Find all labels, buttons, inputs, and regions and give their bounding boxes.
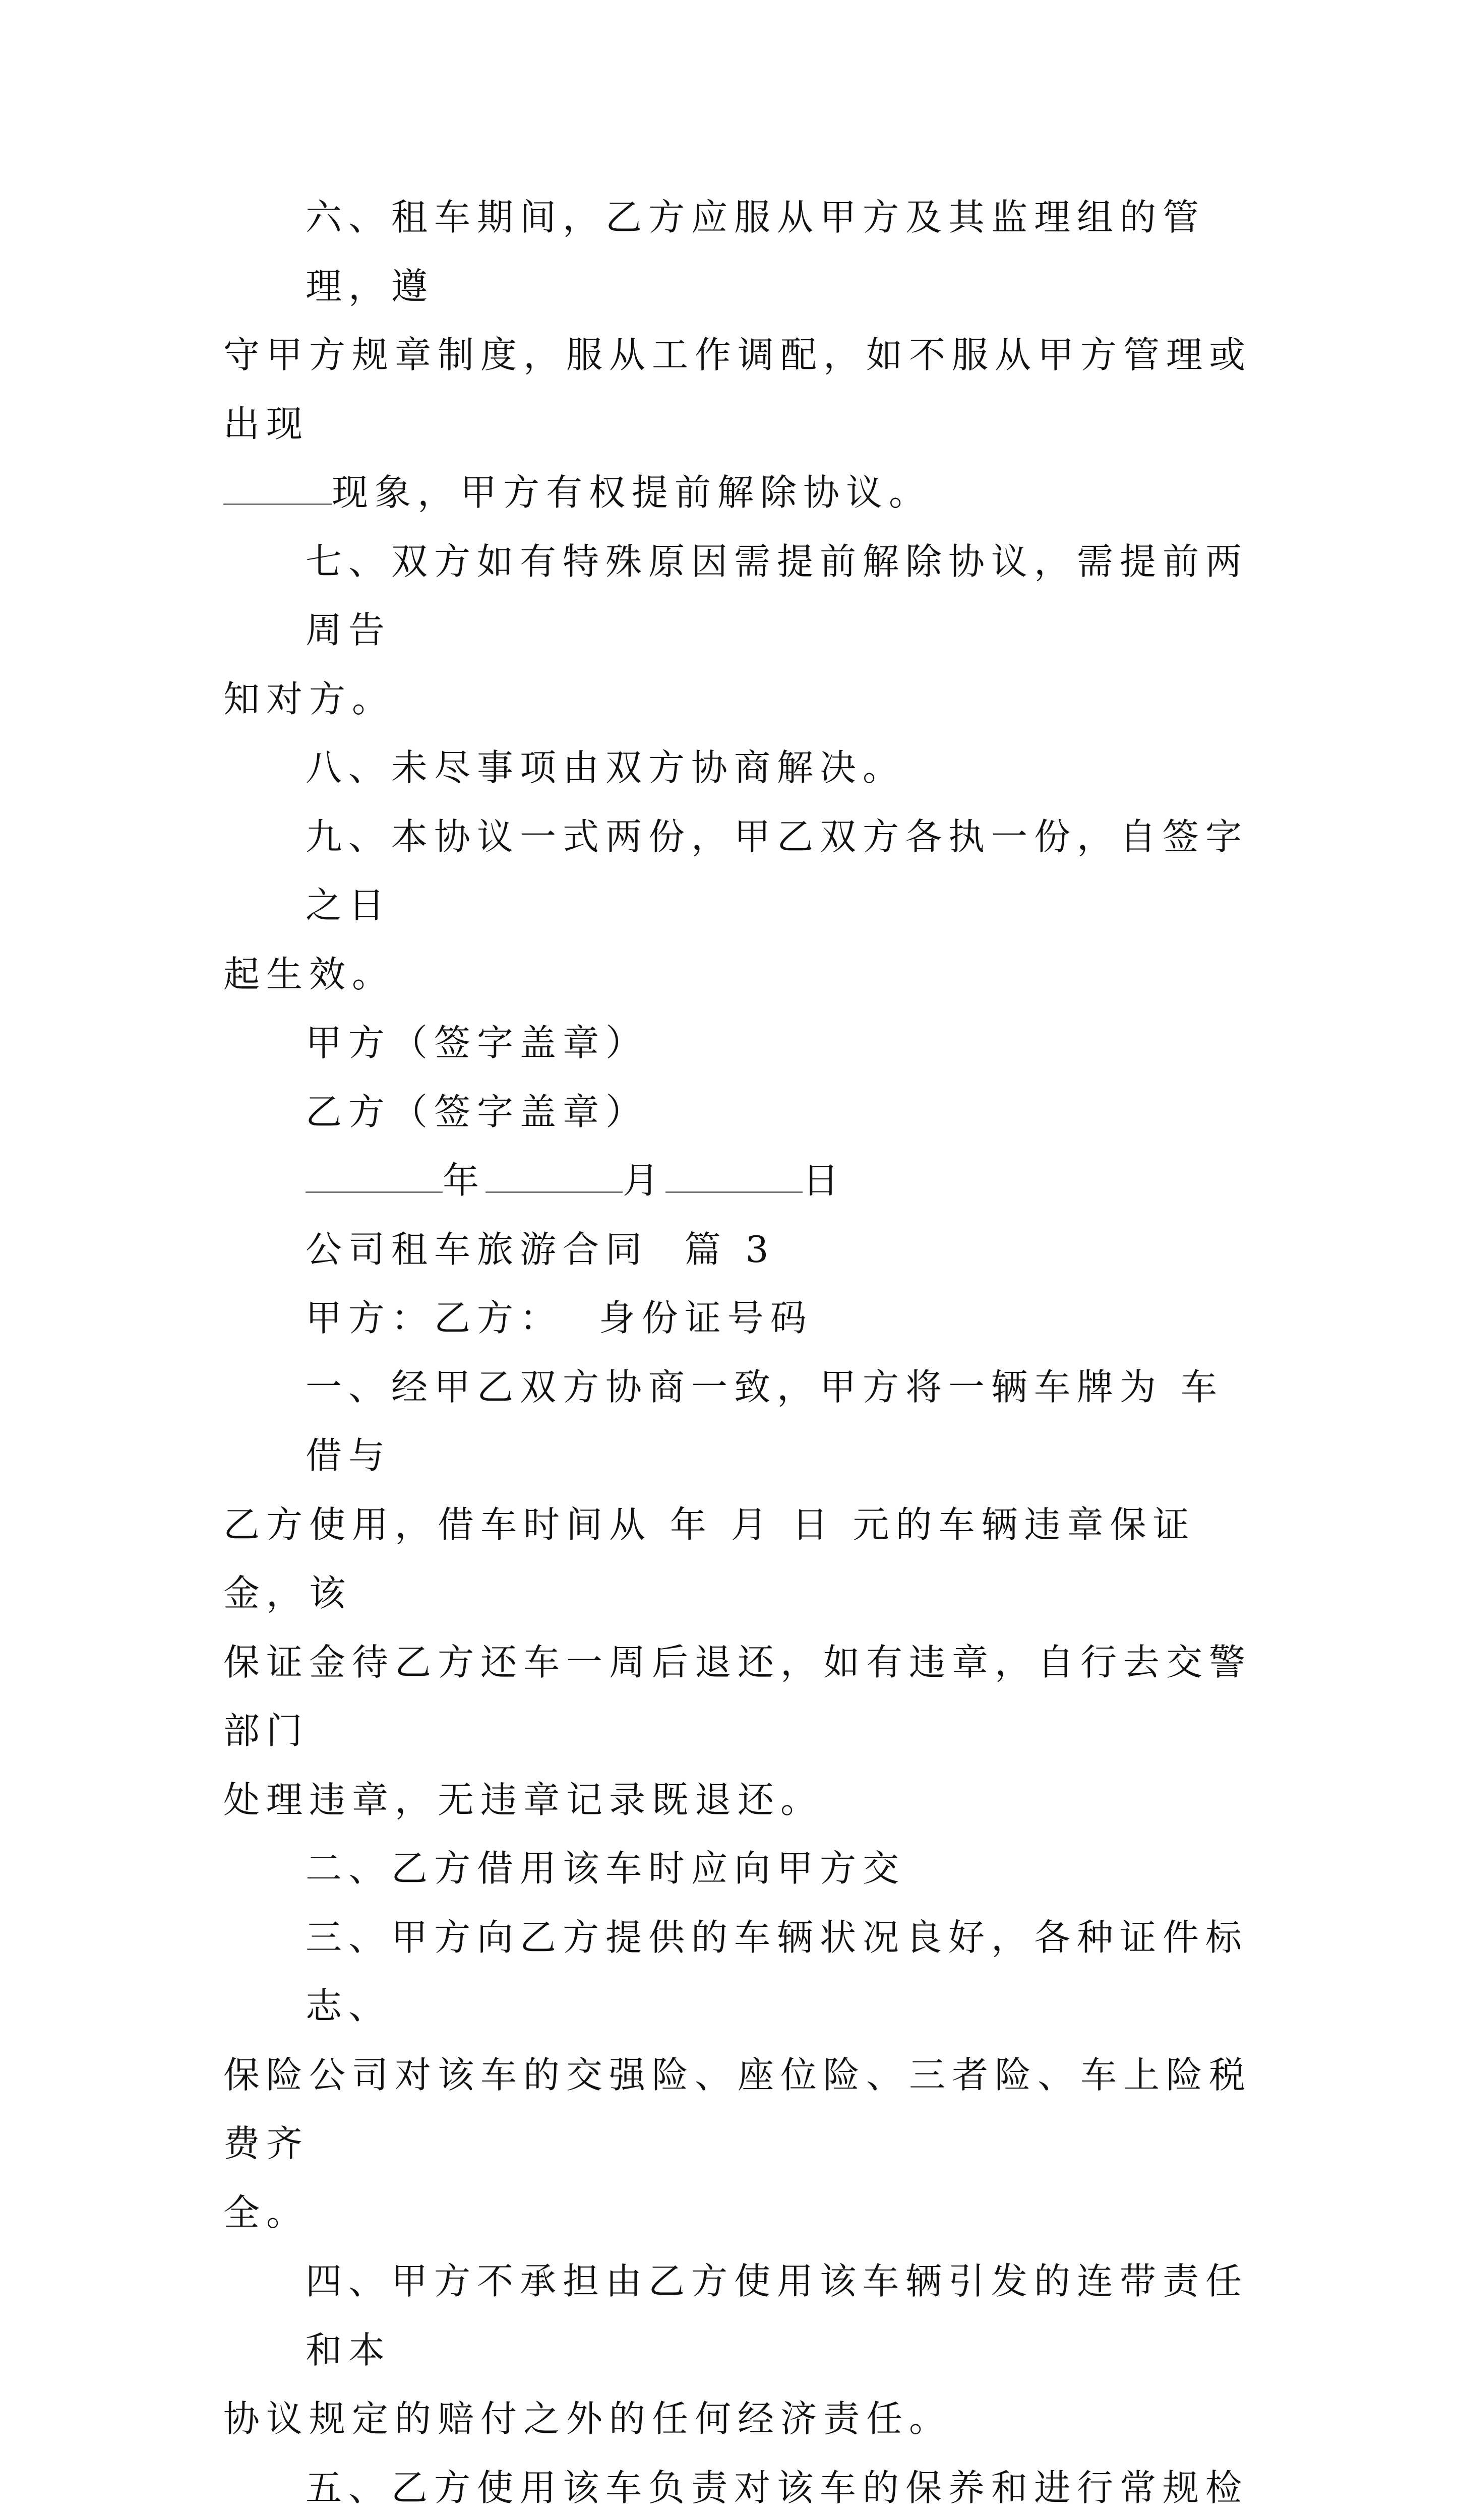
clause-6-line-1: 六、租车期间，乙方应服从甲方及其监理组的管理，遵 [223, 183, 1252, 321]
party-b-signature-label: 乙方（签字盖章） [223, 1078, 1252, 1147]
party-a-signature-label: 甲方（签字盖章） [223, 1009, 1252, 1078]
clause-9-line-2: 起生效。 [223, 940, 1252, 1009]
item-2 [223, 1834, 1252, 1903]
month-label: 月 [623, 1159, 665, 1202]
clause-6-line-3 [223, 458, 1252, 527]
clause-6-line-3-text: 现象，甲方有权提前解除协议。 [332, 471, 932, 514]
item-3-line-2: 保险公司对该车的交强险、座位险、三者险、车上险税费齐 [223, 2041, 1252, 2178]
item-3 [223, 1903, 1252, 2247]
month-blank [485, 1162, 623, 1193]
item-1-line-4: 处理违章，无违章记录既退还。 [223, 1766, 1252, 1835]
parties-line-text: 甲方：乙方： 身份证号码 [223, 1284, 1252, 1353]
item-1-line-3: 保证金待乙方还车一周后退还，如有违章，自行去交警部门 [223, 1628, 1252, 1766]
year-blank [306, 1162, 443, 1193]
day-blank [665, 1162, 803, 1193]
clause-8 [223, 733, 1252, 802]
item-1-line-2: 乙方使用，借车时间从 年 月 日 元的车辆违章保证金，该 [223, 1490, 1252, 1628]
item-2-line-1: 二、乙方借用该车时应向甲方交 [223, 1834, 1252, 1903]
year-label: 年 [443, 1159, 485, 1202]
item-3-line-3: 全。 [223, 2178, 1252, 2247]
item-4-line-1: 四、甲方不承担由乙方使用该车辆引发的连带责任和本 [223, 2247, 1252, 2384]
item-5-line-1: 五、乙方使用该车负责对该车的保养和进行常规检 [223, 2453, 1252, 2520]
contract-body [223, 183, 1252, 2520]
clause-7-line-1: 七、双方如有特殊原因需提前解除协议，需提前两周告 [223, 527, 1252, 665]
party-b-signature [223, 1078, 1252, 1147]
date-line-content [223, 1146, 1252, 1215]
day-label: 日 [803, 1159, 845, 1202]
clause-7-line-2: 知对方。 [223, 665, 1252, 734]
clause-9-line-1: 九、本协议一式两份，甲乙双方各执一份，自签字之日 [223, 802, 1252, 940]
clause-6-line-2: 守甲方规章制度，服从工作调配，如不服从甲方管理或出现 [223, 321, 1252, 458]
section-title [223, 1215, 1252, 1284]
clause-6 [223, 183, 1252, 527]
date-line [223, 1146, 1252, 1215]
item-1 [223, 1353, 1252, 1835]
parties-line [223, 1284, 1252, 1353]
clause-8-line-1: 八、未尽事项由双方协商解决。 [223, 733, 1252, 802]
item-5 [223, 2453, 1252, 2520]
section-3-title: 公司租车旅游合同 篇 3 [223, 1215, 1252, 1284]
item-4-line-2: 协议规定的赔付之外的任何经济责任。 [223, 2384, 1252, 2453]
item-1-line-1: 一、经甲乙双方协商一致，甲方将一辆车牌为 车借与 [223, 1353, 1252, 1490]
fill-in-blank [223, 474, 332, 505]
item-4 [223, 2247, 1252, 2453]
clause-7 [223, 527, 1252, 734]
clause-9 [223, 802, 1252, 1009]
item-3-line-1: 三、甲方向乙方提供的车辆状况良好，各种证件标志、 [223, 1903, 1252, 2041]
party-a-signature [223, 1009, 1252, 1078]
